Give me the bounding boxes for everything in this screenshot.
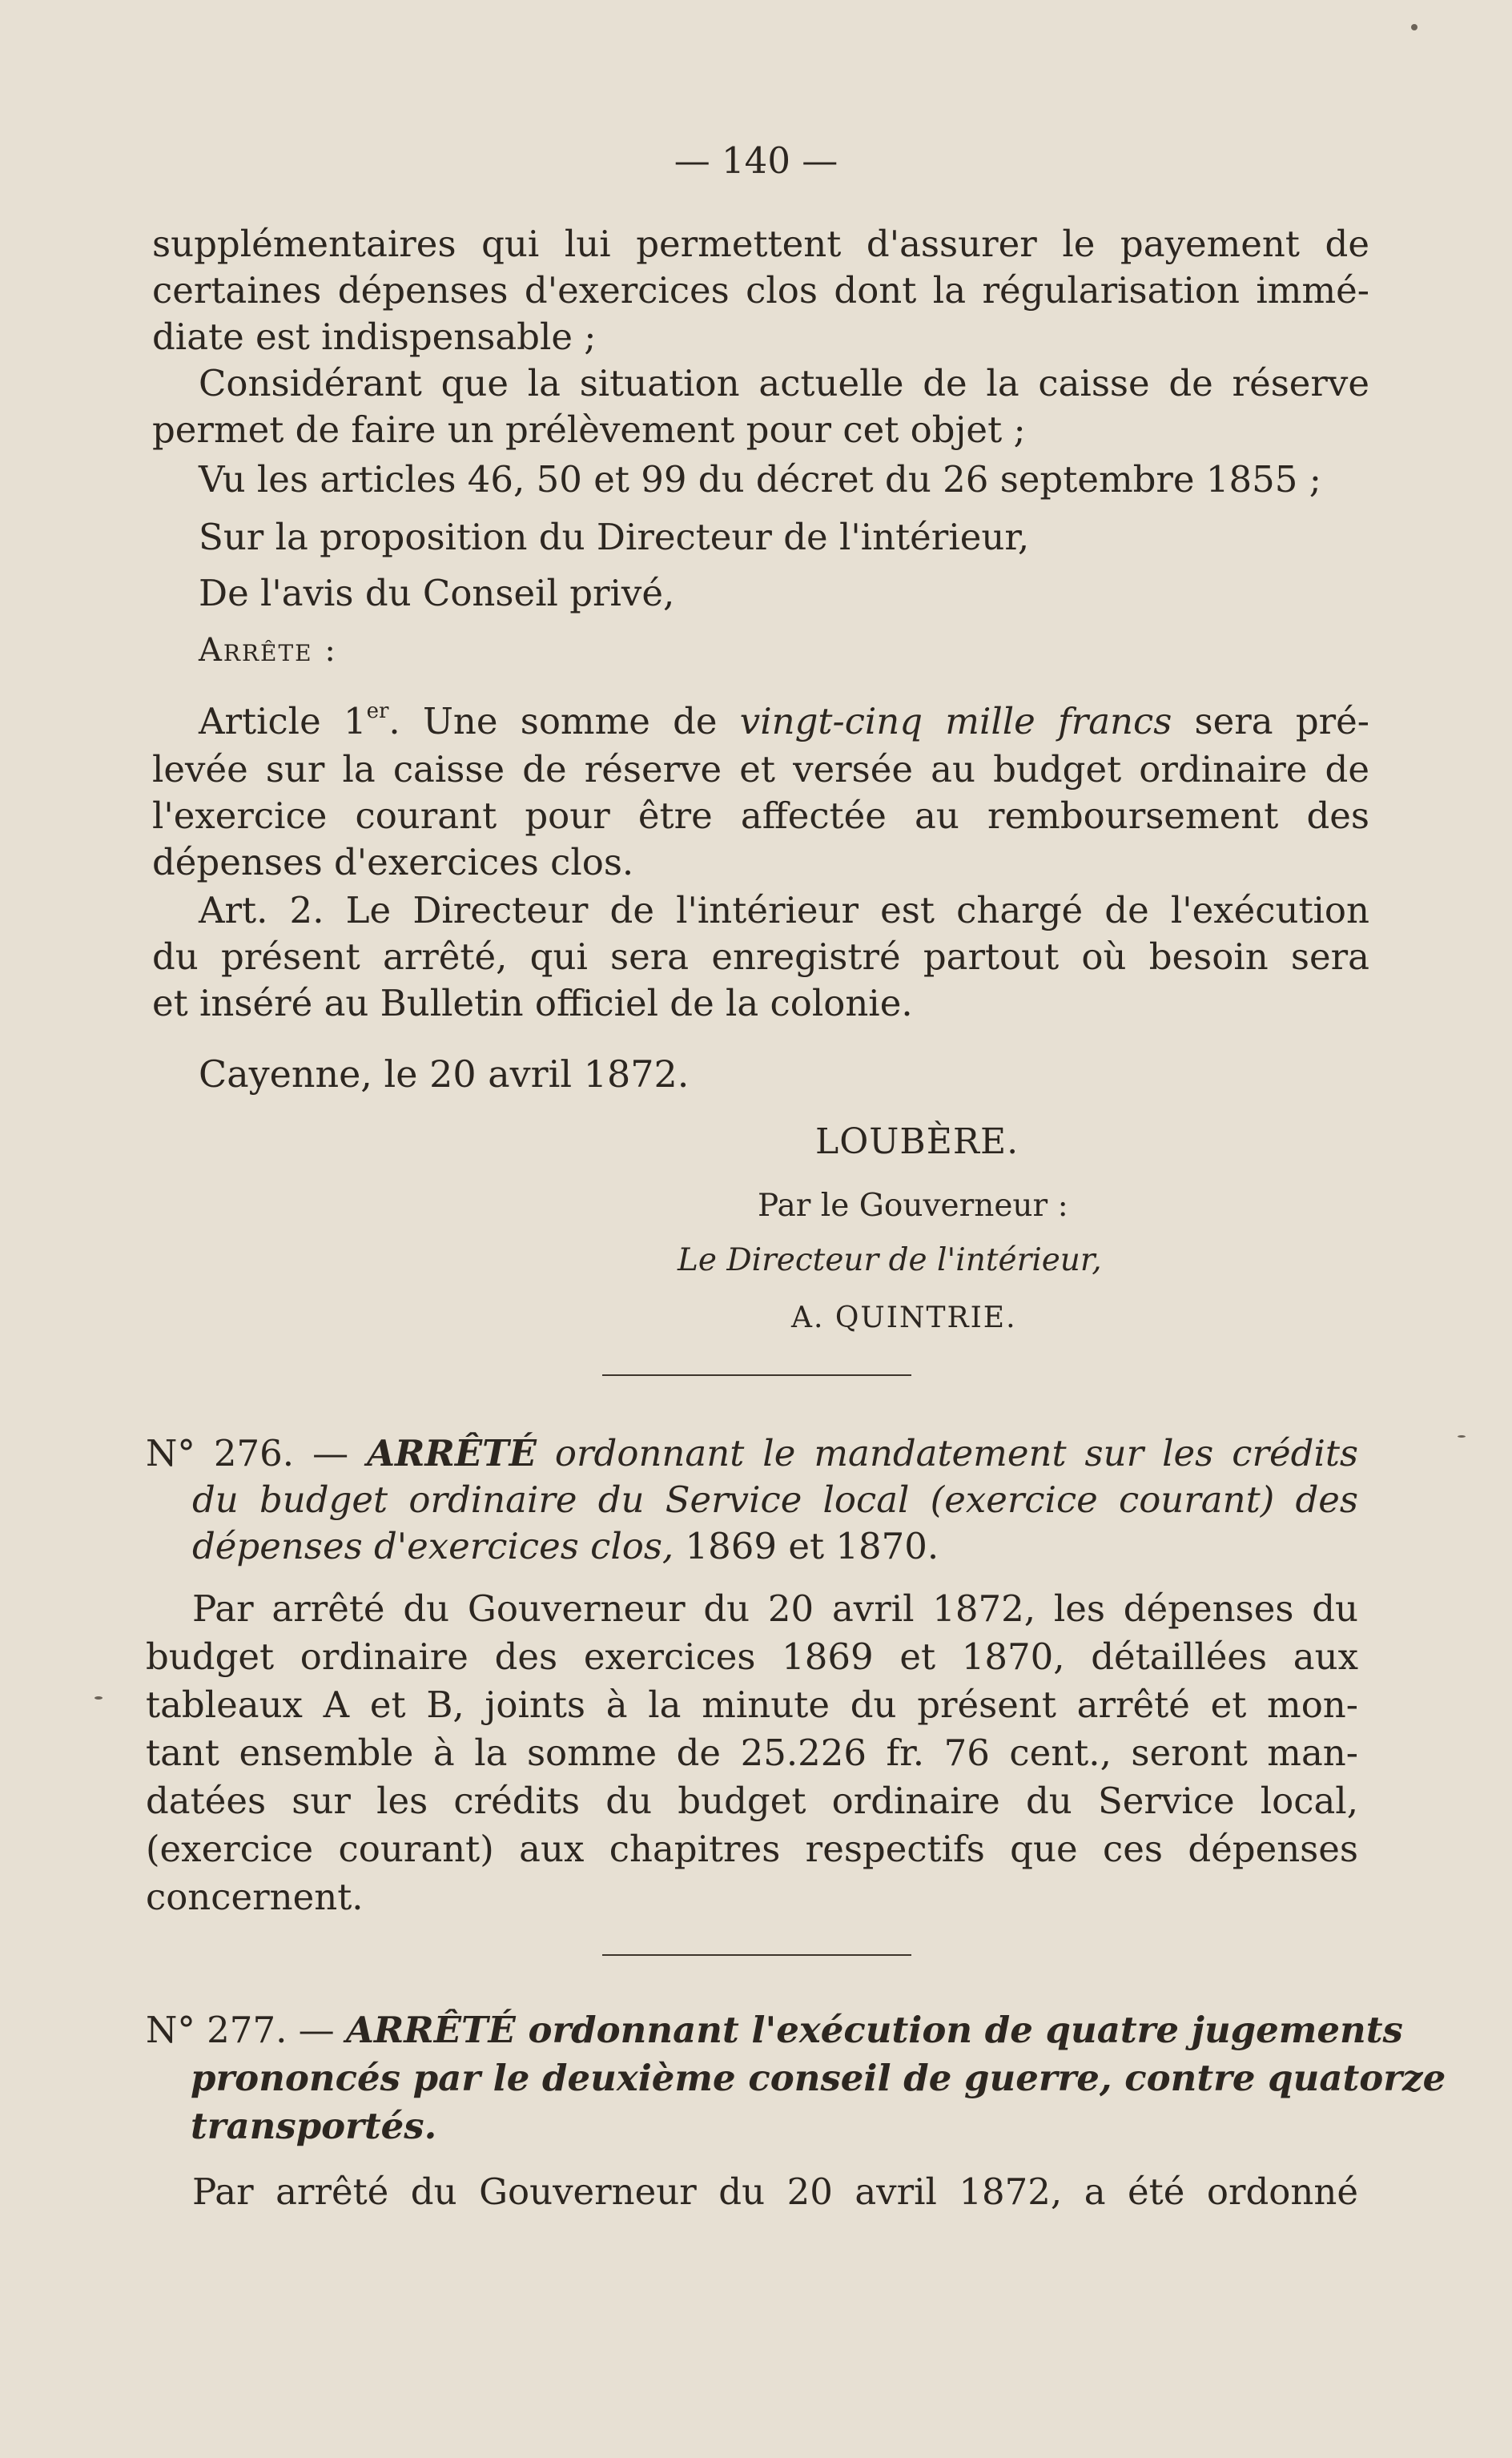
decree-276-heading-3-italic: dépenses d'exercices clos, xyxy=(192,1525,674,1567)
body-line-7: Sur la proposition du Directeur de l'intérieur, xyxy=(199,516,1030,558)
signature-by: Par le Gouverneur : xyxy=(758,1188,1068,1224)
signature-title: Le Directeur de l'intérieur, xyxy=(678,1242,1102,1278)
decree-276-heading-3 xyxy=(192,1525,939,1567)
article-1-sup: er xyxy=(366,699,389,723)
article-1-text-b: sera pré- xyxy=(1172,700,1369,742)
article-2-line-3: et inséré au Bulletin officiel de la colonie. xyxy=(152,982,913,1024)
decree-277-heading-rest: ordonnant l'exécution de quatre jugements xyxy=(515,2009,1403,2051)
paper-speck xyxy=(1411,24,1418,30)
decree-276-heading-3-tail: 1869 et 1870. xyxy=(674,1525,939,1567)
section-divider-2 xyxy=(602,1954,911,1956)
decree-277-heading-2: prononcés par le deuxième conseil de guerre, contre quatorze xyxy=(191,2057,1446,2099)
body-line-4: Considérant que la situation actuelle de la caisse de réserve xyxy=(199,362,1369,404)
decree-276-heading-1 xyxy=(146,1432,1359,1474)
body-line-3: diate est indispensable ; xyxy=(152,316,597,358)
decree-276-heading-rest: ordonnant le mandatement sur les crédits xyxy=(536,1432,1359,1474)
decree-276-arrete: ARRÊTÉ xyxy=(367,1432,537,1474)
article-1-line-4: dépenses d'exercices clos. xyxy=(152,841,634,883)
signature-name: LOUBÈRE. xyxy=(815,1121,1019,1162)
decree-276-body-4: tant ensemble à la somme de 25.226 fr. 76 cent., seront man- xyxy=(146,1732,1358,1774)
article-2-line-2: du présent arrêté, qui sera enregistré partout où besoin sera xyxy=(152,935,1369,978)
body-line-1: supplémentaires qui lui permettent d'assurer le payement de xyxy=(152,223,1369,265)
decree-276-number: N° 276. — xyxy=(146,1432,368,1474)
decree-276-body-1: Par arrêté du Gouverneur du 20 avril 1872, les dépenses du xyxy=(192,1587,1358,1630)
body-line-2: certaines dépenses d'exercices clos dont la régularisation immé- xyxy=(152,269,1369,312)
body-line-8: De l'avis du Conseil privé, xyxy=(199,572,675,614)
decree-276-body-6: (exercice courant) aux chapitres respectifs que ces dépenses xyxy=(146,1828,1358,1870)
signature-countersign: A. QUINTRIE. xyxy=(791,1301,1017,1334)
decree-277-number: N° 277. — xyxy=(146,2009,346,2051)
place-date: Cayenne, le 20 avril 1872. xyxy=(199,1052,690,1096)
decree-276-heading-2: du budget ordinaire du Service local (exercice courant) des xyxy=(192,1478,1358,1521)
section-divider-1 xyxy=(602,1374,911,1376)
decree-277-body-1: Par arrêté du Gouverneur du 20 avril 1872, a été ordonné xyxy=(192,2170,1358,2213)
decree-276-body-2: budget ordinaire des exercices 1869 et 1870, détaillées aux xyxy=(146,1635,1358,1678)
article-1-first-line xyxy=(199,699,1369,742)
article-1-line-3: l'exercice courant pour être affectée au remboursement des xyxy=(152,795,1369,837)
decree-276-body-7: concernent. xyxy=(146,1876,364,1918)
page-number: — 140 — xyxy=(674,139,838,182)
body-line-5: permet de faire un prélèvement pour cet objet ; xyxy=(152,408,1026,451)
decree-276-body-5: datées sur les crédits du budget ordinaire du Service local, xyxy=(146,1780,1358,1822)
article-1-amount: vingt-cinq mille francs xyxy=(739,700,1172,742)
article-1-line-2: levée sur la caisse de réserve et versée au budget ordinaire de xyxy=(152,748,1369,791)
article-1-label: Article 1 xyxy=(199,700,367,742)
body-line-6: Vu les articles 46, 50 et 99 du décret du 26 septembre 1855 ; xyxy=(199,458,1321,501)
decree-276-body-3: tableaux A et B, joints à la minute du présent arrêté et mon- xyxy=(146,1684,1358,1726)
decree-277-heading-3: transportés. xyxy=(191,2105,437,2147)
decree-277-arrete: ARRÊTÉ xyxy=(345,2009,516,2051)
decree-277-heading-1 xyxy=(146,2009,1403,2051)
article-1-text-a: . Une somme de xyxy=(388,700,740,742)
article-2-line-1: Art. 2. Le Directeur de l'intérieur est chargé de l'exécution xyxy=(199,889,1369,931)
paper-speck xyxy=(1458,1435,1466,1438)
paper-speck xyxy=(94,1696,103,1700)
arrete-heading: Arrête : xyxy=(199,632,337,669)
